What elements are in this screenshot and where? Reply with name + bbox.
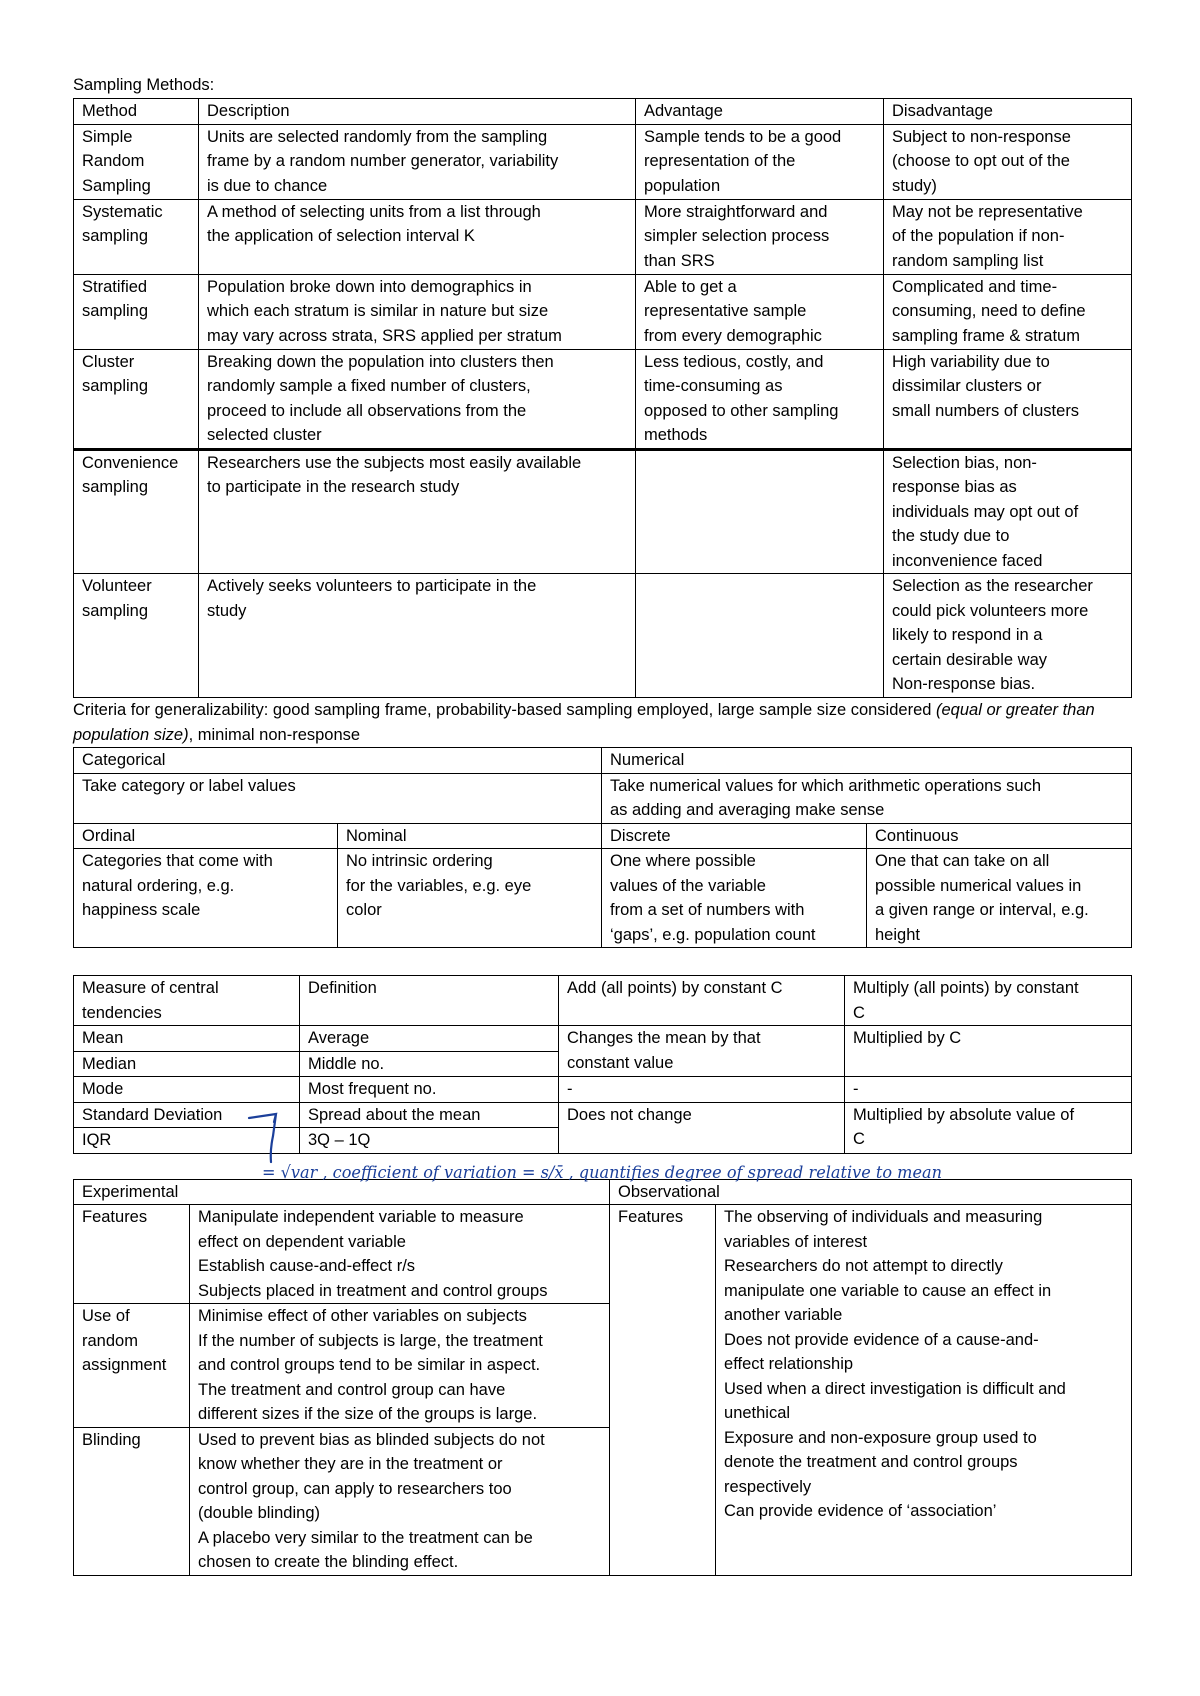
method-cell: Simple Random Sampling xyxy=(74,124,199,199)
discrete-header: Discrete xyxy=(602,823,867,849)
handwritten-note: = √var , coefficient of variation = s/x̄ , quantifies degree of spread relative to mean xyxy=(262,1163,942,1183)
table-row xyxy=(74,274,1132,349)
criteria-italic: (equal or greater than population size) xyxy=(73,701,1095,744)
multiply-effect-spread: Multiplied by absolute value of C xyxy=(845,1102,1132,1153)
table-row xyxy=(74,849,1132,948)
criteria-text xyxy=(73,698,1131,747)
multiply-effect-mode: - xyxy=(845,1077,1132,1103)
definition-mode: Most frequent no. xyxy=(300,1077,559,1103)
disadvantage-cell: May not be representative of the population if non- random sampling list xyxy=(884,199,1132,274)
method-cell: Stratified sampling xyxy=(74,274,199,349)
table-row xyxy=(74,1077,1132,1103)
method-cell: Systematic sampling xyxy=(74,199,199,274)
disadvantage-cell: Subject to non-response (choose to opt out of the study) xyxy=(884,124,1132,199)
disadvantage-cell: High variability due to dissimilar clusters or small numbers of clusters xyxy=(884,349,1132,449)
continuous-description: One that can take on all possible numerical values in a given range or interval, e.g. height xyxy=(867,849,1132,948)
table-row xyxy=(74,574,1132,698)
add-effect-mode: - xyxy=(559,1077,845,1103)
definition-mean: Average xyxy=(300,1026,559,1052)
disadvantage-cell: Selection as the researcher could pick volunteers more likely to respond in a certain desirable way Non-response bias. xyxy=(884,574,1132,698)
obs-label: Features xyxy=(610,1205,716,1576)
method-cell: Cluster sampling xyxy=(74,349,199,449)
table-row xyxy=(74,773,1132,823)
continuous-header: Continuous xyxy=(867,823,1132,849)
table-row xyxy=(74,1205,1132,1304)
advantage-cell: Less tedious, costly, and time-consuming as opposed to other sampling methods xyxy=(636,349,884,449)
header-method: Method xyxy=(74,99,199,125)
experimental-header: Experimental xyxy=(74,1179,610,1205)
measure-iqr: IQR xyxy=(74,1128,300,1154)
header-advantage: Advantage xyxy=(636,99,884,125)
criteria-main: Criteria for generalizability: good sampling frame, probability-based sampling employed, large sample size considered xyxy=(73,701,937,719)
definition-iqr: 3Q – 1Q xyxy=(300,1128,559,1154)
nominal-header: Nominal xyxy=(338,823,602,849)
measure-mean: Mean xyxy=(74,1026,300,1052)
measure-mode: Mode xyxy=(74,1077,300,1103)
table-row xyxy=(74,349,1132,449)
disadvantage-cell: Complicated and time- consuming, need to define sampling frame & stratum xyxy=(884,274,1132,349)
advantage-cell: Able to get a representative sample from every demographic xyxy=(636,274,884,349)
definition-sd: Spread about the mean xyxy=(300,1102,559,1128)
advantage-cell: More straightforward and simpler selection process than SRS xyxy=(636,199,884,274)
categorical-header: Categorical xyxy=(74,748,602,774)
table-header-row xyxy=(74,99,1132,125)
advantage-cell xyxy=(636,574,884,698)
table-header-row xyxy=(74,976,1132,1026)
header-measure: Measure of central tendencies xyxy=(74,976,300,1026)
add-effect-center: Changes the mean by that constant value xyxy=(559,1026,845,1077)
variable-types-table xyxy=(73,747,1132,948)
exp-row-label: Use of random assignment xyxy=(74,1304,190,1428)
categorical-description: Take category or label values xyxy=(74,773,602,823)
criteria-end: , minimal non-response xyxy=(188,725,361,744)
obs-text: The observing of individuals and measuring variables of interest Researchers do not attempt to directly manipulate one variable to cause an effect in another variable Does not provide evidence of a cause-and- effect relationship Used when a direct investigation is difficult and unethical Exposure and non-exposure group used to denote the treatment and control groups respectively Can provide evidence of ‘association’ xyxy=(716,1205,1132,1576)
description-cell: A method of selecting units from a list through the application of selection interval K xyxy=(199,199,636,274)
disadvantage-cell: Selection bias, non- response bias as individuals may opt out of the study due to inconvenience faced xyxy=(884,449,1132,574)
method-cell: Convenience sampling xyxy=(74,449,199,574)
header-multiply-constant: Multiply (all points) by constant C xyxy=(845,976,1132,1026)
description-cell: Actively seeks volunteers to participate in the study xyxy=(199,574,636,698)
description-cell: Population broke down into demographics in which each stratum is similar in nature but size may vary across strata, SRS applied per stratum xyxy=(199,274,636,349)
page-title: Sampling Methods: xyxy=(73,76,215,94)
sampling-methods-table xyxy=(73,98,1132,698)
ordinal-header: Ordinal xyxy=(74,823,338,849)
study-types-table xyxy=(73,1179,1132,1576)
header-add-constant: Add (all points) by constant C xyxy=(559,976,845,1026)
central-tendency-table xyxy=(73,975,1132,1154)
description-cell: Units are selected randomly from the sampling frame by a random number generator, variability is due to chance xyxy=(199,124,636,199)
numerical-header: Numerical xyxy=(602,748,1132,774)
header-disadvantage: Disadvantage xyxy=(884,99,1132,125)
discrete-description: One where possible values of the variable from a set of numbers with ‘gaps’, e.g. population count xyxy=(602,849,867,948)
advantage-cell xyxy=(636,449,884,574)
exp-row-text: Used to prevent bias as blinded subjects do not know whether they are in the treatment or control group, can apply to researchers too (double blinding) A placebo very similar to the treatment can be chosen to create the blinding effect. xyxy=(190,1427,610,1575)
ordinal-description: Categories that come with natural ordering, e.g. happiness scale xyxy=(74,849,338,948)
exp-row-label: Features xyxy=(74,1205,190,1304)
multiply-effect-center: Multiplied by C xyxy=(845,1026,1132,1077)
notes-page xyxy=(73,74,1131,1576)
table-header-row xyxy=(74,823,1132,849)
table-header-row xyxy=(74,1179,1132,1205)
advantage-cell: Sample tends to be a good representation of the population xyxy=(636,124,884,199)
table-header-row xyxy=(74,748,1132,774)
measure-sd: Standard Deviation xyxy=(74,1102,300,1128)
nominal-description: No intrinsic ordering for the variables, e.g. eye color xyxy=(338,849,602,948)
table-row xyxy=(74,199,1132,274)
numerical-description: Take numerical values for which arithmetic operations such as adding and averaging make sense xyxy=(602,773,1132,823)
definition-median: Middle no. xyxy=(300,1051,559,1077)
method-cell: Volunteer sampling xyxy=(74,574,199,698)
table-row xyxy=(74,449,1132,574)
table-row xyxy=(74,124,1132,199)
description-cell: Researchers use the subjects most easily available to participate in the research study xyxy=(199,449,636,574)
header-description: Description xyxy=(199,99,636,125)
table-row xyxy=(74,1102,1132,1128)
exp-row-text: Minimise effect of other variables on subjects If the number of subjects is large, the treatment and control groups tend to be similar in aspect. The treatment and control group can have different sizes if the size of the groups is large. xyxy=(190,1304,610,1428)
exp-row-label: Blinding xyxy=(74,1427,190,1575)
exp-row-text: Manipulate independent variable to measure effect on dependent variable Establish cause-and-effect r/s Subjects placed in treatment and control groups xyxy=(190,1205,610,1304)
observational-header: Observational xyxy=(610,1179,1132,1205)
add-effect-spread: Does not change xyxy=(559,1102,845,1153)
header-definition: Definition xyxy=(300,976,559,1026)
measure-median: Median xyxy=(74,1051,300,1077)
table-row xyxy=(74,1026,1132,1052)
description-cell: Breaking down the population into clusters then randomly sample a fixed number of clusters, proceed to include all observations from the selected cluster xyxy=(199,349,636,449)
